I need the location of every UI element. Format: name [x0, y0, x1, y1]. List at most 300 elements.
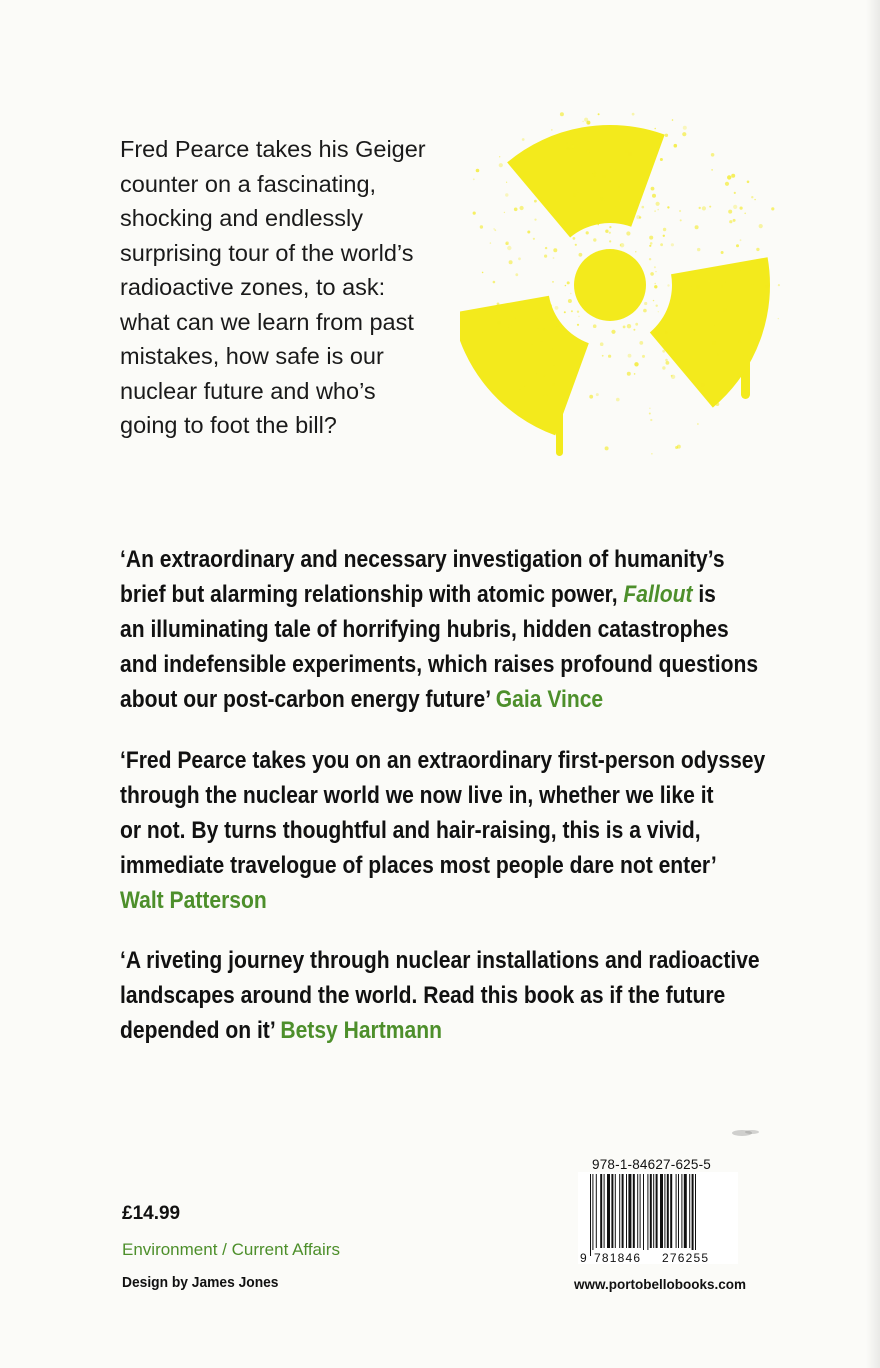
- spray-speck: [575, 244, 577, 246]
- spray-speck: [544, 255, 547, 258]
- spray-speck: [699, 207, 701, 209]
- spray-speck: [627, 372, 631, 376]
- spray-speck: [571, 144, 575, 148]
- spray-speck: [505, 241, 509, 245]
- spray-speck: [727, 175, 731, 179]
- spray-speck: [497, 303, 500, 306]
- quote-line: ‘A riveting journey through nuclear installations and radioactive: [120, 947, 760, 974]
- spray-speck: [536, 373, 537, 374]
- spray-speck: [579, 253, 583, 257]
- spray-speck: [523, 154, 524, 155]
- barcode-bar: [640, 1174, 641, 1248]
- spray-speck: [567, 281, 570, 284]
- spray-speck: [683, 126, 687, 130]
- spray-speck: [754, 199, 755, 200]
- spray-speck: [649, 258, 651, 260]
- barcode-bar: [619, 1174, 620, 1248]
- spray-speck: [731, 174, 735, 178]
- spray-speck: [725, 182, 729, 186]
- spray-speck: [566, 142, 568, 144]
- spray-speck: [690, 271, 694, 275]
- spray-speck: [497, 321, 500, 324]
- spray-speck: [602, 355, 604, 357]
- spray-speck: [751, 284, 753, 286]
- paint-drip: [741, 355, 750, 399]
- barcode-bar: [622, 1174, 624, 1248]
- isbn-number: 978-1-84627-625-5: [592, 1157, 711, 1172]
- trefoil-blade: [460, 296, 589, 436]
- spray-speck: [708, 308, 711, 311]
- spray-speck: [623, 326, 626, 329]
- spray-speck: [759, 224, 763, 228]
- spray-speck: [721, 285, 724, 288]
- spray-speck: [602, 175, 605, 178]
- spray-speck: [573, 237, 576, 240]
- spray-speck: [577, 324, 579, 326]
- spray-speck: [656, 202, 660, 206]
- spray-speck: [582, 121, 583, 122]
- spray-speck: [662, 366, 665, 369]
- spray-speck: [650, 272, 654, 276]
- spray-speck: [740, 207, 743, 210]
- spray-speck: [633, 329, 635, 331]
- spray-speck: [556, 324, 559, 327]
- spray-speck: [480, 225, 483, 228]
- spray-speck: [558, 397, 561, 400]
- spray-speck: [490, 242, 491, 243]
- spray-speck: [649, 413, 651, 415]
- spray-speck: [639, 341, 643, 345]
- spray-speck: [538, 328, 539, 329]
- barcode-bar: [689, 1174, 690, 1248]
- spray-speck: [712, 341, 716, 345]
- spray-speck: [508, 324, 512, 328]
- spray-speck: [628, 152, 632, 156]
- spray-speck: [552, 383, 555, 386]
- spray-speck: [650, 419, 652, 421]
- spray-speck: [663, 235, 665, 237]
- spray-speck: [727, 306, 730, 309]
- spray-speck: [681, 323, 683, 325]
- paint-drip: [726, 300, 731, 322]
- barcode-bar: [676, 1174, 677, 1248]
- spray-speck: [671, 375, 673, 377]
- price: £14.99: [122, 1203, 181, 1224]
- spray-speck: [609, 240, 611, 242]
- spray-speck: [665, 134, 668, 137]
- spray-speck: [739, 268, 741, 270]
- spray-speck: [532, 316, 534, 318]
- barcode-bar: [653, 1174, 654, 1248]
- spray-speck: [577, 311, 579, 313]
- spray-speck: [524, 385, 526, 387]
- spray-speck: [751, 196, 753, 198]
- spray-speck: [499, 156, 500, 157]
- spray-speck: [711, 169, 713, 171]
- spray-speck: [643, 309, 647, 313]
- spray-speck: [728, 210, 732, 214]
- spray-speck: [553, 257, 555, 259]
- spray-speck: [605, 230, 608, 233]
- spray-speck: [534, 200, 537, 203]
- spray-speck: [531, 344, 532, 345]
- quote-author: Betsy Hartmann: [280, 1017, 442, 1044]
- spray-speck: [717, 354, 719, 356]
- barcode-bar: [656, 1174, 658, 1248]
- spray-speck: [658, 331, 661, 334]
- spray-speck: [618, 186, 620, 188]
- barcode-bar: [611, 1174, 613, 1248]
- spray-speck: [660, 243, 663, 246]
- spray-speck: [695, 330, 697, 332]
- spray-speck: [677, 445, 681, 449]
- spray-speck: [578, 142, 581, 145]
- barcode-bar: [633, 1174, 635, 1248]
- category-label: Environment / Current Affairs: [122, 1240, 340, 1259]
- spray-speck: [651, 453, 653, 455]
- quote-author: Walt Patterson: [120, 887, 267, 914]
- spray-speck: [493, 281, 496, 284]
- spray-speck: [527, 151, 531, 155]
- barcode-bar: [607, 1174, 610, 1248]
- spray-speck: [509, 260, 513, 264]
- spray-speck: [605, 446, 609, 450]
- spray-speck: [627, 140, 630, 143]
- spray-speck: [771, 207, 774, 210]
- spray-speck: [494, 229, 496, 231]
- spray-speck: [616, 398, 620, 402]
- spray-speck: [615, 206, 616, 207]
- barcode-bar: [684, 1174, 687, 1248]
- spray-speck: [586, 149, 589, 152]
- quote-line: immediate travelogue of places most people dare not enter’: [120, 852, 717, 879]
- spray-speck: [544, 394, 548, 398]
- spray-speck: [734, 192, 736, 194]
- spray-speck: [660, 158, 663, 161]
- isbn-barcode: [578, 1172, 738, 1264]
- spray-speck: [533, 238, 535, 240]
- spray-speck: [519, 389, 520, 390]
- design-credit: Design by James Jones: [122, 1274, 279, 1291]
- spray-speck: [716, 402, 720, 406]
- spray-speck: [696, 285, 700, 289]
- spray-speck: [667, 284, 669, 286]
- spray-speck: [573, 193, 577, 197]
- spray-speck: [709, 206, 711, 208]
- review-quote-1: [120, 542, 758, 717]
- spray-speck: [748, 331, 751, 334]
- spray-speck: [552, 281, 554, 283]
- spray-speck: [625, 150, 628, 153]
- spray-speck: [564, 222, 565, 223]
- spray-speck: [667, 206, 669, 208]
- spray-speck: [680, 219, 682, 221]
- spray-speck: [612, 167, 615, 170]
- quote-line-text: is: [692, 581, 716, 608]
- spray-speck: [600, 342, 604, 346]
- spray-speck: [634, 373, 636, 375]
- spray-speck: [592, 173, 595, 176]
- quote-line: landscapes around the world. Read this book as if the future: [120, 982, 726, 1009]
- spray-speck: [543, 328, 545, 330]
- spray-speck: [482, 272, 484, 274]
- spray-speck: [598, 224, 600, 226]
- spray-speck: [674, 144, 678, 148]
- spray-speck: [596, 393, 599, 396]
- barcode-bar: [650, 1174, 652, 1248]
- spray-speck: [654, 285, 657, 288]
- spray-speck: [677, 276, 678, 277]
- spray-speck: [702, 206, 706, 210]
- spray-speck: [553, 248, 557, 252]
- spray-speck: [711, 153, 715, 157]
- barcode-bar: [637, 1174, 638, 1248]
- spray-speck: [679, 282, 682, 285]
- spray-speck: [535, 318, 539, 322]
- page-edge-shadow: [866, 0, 880, 1368]
- barcode-bar: [664, 1174, 665, 1248]
- spray-speck: [626, 231, 630, 235]
- spray-speck: [527, 231, 530, 234]
- quote-line: [120, 1013, 760, 1048]
- spray-speck: [634, 362, 638, 366]
- barcode-bar: [695, 1174, 696, 1256]
- spray-speck: [665, 331, 668, 334]
- spray-speck: [744, 213, 746, 215]
- spray-speck: [663, 228, 666, 231]
- spray-speck: [733, 205, 737, 209]
- spray-speck: [609, 232, 611, 234]
- spray-speck: [620, 244, 622, 246]
- spray-speck: [611, 330, 615, 334]
- trefoil-blade: [507, 125, 665, 238]
- spray-speck: [730, 319, 732, 321]
- spray-speck: [654, 128, 656, 130]
- barcode-digits-right: 276255: [662, 1251, 710, 1264]
- spray-speck: [695, 225, 699, 229]
- spray-speck: [654, 210, 656, 212]
- spray-speck: [640, 130, 641, 131]
- spray-speck: [566, 147, 569, 150]
- quote-line: ‘An extraordinary and necessary investigation of humanity’s: [120, 546, 725, 573]
- quote-line: or not. By turns thoughtful and hair-raising, this is a vivid,: [120, 817, 701, 844]
- quote-author: Gaia Vince: [495, 686, 604, 713]
- quote-line: ‘Fred Pearce takes you on an extraordinary first-person odyssey: [120, 747, 766, 774]
- barcode-digits-left: 781846: [594, 1251, 642, 1264]
- spray-speck: [549, 304, 552, 307]
- spray-speck: [697, 423, 699, 425]
- barcode-bar: [681, 1174, 682, 1248]
- spray-speck: [507, 246, 511, 250]
- spray-speck: [690, 286, 694, 290]
- quote-line-text: depended on it’: [120, 1017, 281, 1044]
- barcode-bar: [628, 1174, 631, 1248]
- spray-speck: [721, 251, 724, 254]
- spray-speck: [473, 178, 475, 180]
- spray-speck: [658, 137, 659, 138]
- spray-speck: [493, 228, 495, 230]
- spray-speck: [544, 140, 546, 142]
- spray-speck: [586, 231, 589, 234]
- spray-speck: [657, 209, 659, 211]
- spray-speck: [740, 239, 742, 241]
- review-quote-2: [120, 743, 765, 918]
- spray-speck: [653, 300, 654, 301]
- spray-speck: [570, 293, 572, 295]
- spray-speck: [578, 316, 579, 317]
- spray-speck: [682, 132, 686, 136]
- barcode-bar: [647, 1174, 648, 1256]
- quote-line: [120, 682, 758, 717]
- spray-speck: [514, 208, 518, 212]
- spray-speck: [672, 119, 674, 121]
- spray-speck: [551, 129, 553, 131]
- spray-speck: [618, 200, 620, 202]
- spray-speck: [520, 206, 524, 210]
- spray-speck: [627, 324, 631, 328]
- review-quote-3: [120, 943, 760, 1048]
- spray-speck: [547, 206, 548, 207]
- spray-speck: [738, 340, 741, 343]
- spray-speck: [555, 306, 559, 310]
- spray-speck: [546, 312, 547, 313]
- spray-speck: [515, 273, 518, 276]
- spray-speck: [560, 112, 564, 116]
- spray-speck: [565, 285, 567, 287]
- spray-speck: [654, 266, 656, 268]
- spray-speck: [650, 242, 653, 245]
- spray-speck: [534, 219, 536, 221]
- spray-speck: [635, 251, 636, 252]
- barcode-bar: [590, 1174, 591, 1256]
- publisher-url: www.portobellobooks.com: [574, 1277, 747, 1292]
- spray-speck: [642, 206, 645, 209]
- spray-speck: [594, 170, 596, 172]
- spray-speck: [685, 310, 686, 311]
- spray-speck: [723, 308, 727, 312]
- spray-speck: [725, 281, 727, 283]
- spray-speck: [632, 113, 635, 116]
- spray-speck: [504, 212, 505, 213]
- barcode-bar: [604, 1174, 605, 1248]
- spray-speck: [545, 247, 547, 249]
- spray-speck: [649, 236, 653, 240]
- spray-speck: [733, 219, 736, 222]
- spray-speck: [539, 197, 543, 201]
- spray-speck: [553, 363, 556, 366]
- spray-speck: [541, 145, 545, 149]
- spray-speck: [654, 283, 656, 285]
- spray-speck: [651, 187, 655, 191]
- barcode-bar: [678, 1174, 679, 1248]
- barcode-bar: [692, 1174, 694, 1256]
- spray-speck: [671, 243, 674, 246]
- blurb-text: Fred Pearce takes his Geiger counter on a fascinating, shocking and endlessly surprising tour of the world’s radioactive zones, to ask: what can we learn from past mistakes, how safe is our nuclear future and who’s going to foot the bill?: [120, 136, 426, 438]
- spray-speck: [506, 182, 507, 183]
- quote-line: an illuminating tale of horrifying hubris, hidden catastrophes: [120, 616, 729, 643]
- spray-speck: [701, 383, 705, 387]
- paint-drip: [556, 410, 563, 456]
- spray-speck: [689, 358, 690, 359]
- spray-speck: [589, 395, 593, 399]
- spray-speck: [697, 248, 700, 251]
- spray-speck: [679, 303, 681, 305]
- barcode-bar: [670, 1174, 672, 1248]
- spray-speck: [679, 210, 681, 212]
- spray-speck: [544, 157, 548, 161]
- spray-speck: [473, 212, 476, 215]
- spray-speck: [609, 226, 611, 228]
- spray-speck: [658, 311, 659, 312]
- spray-speck: [737, 376, 739, 378]
- spray-speck: [576, 190, 579, 193]
- spray-speck: [593, 324, 597, 328]
- spray-speck: [679, 287, 682, 290]
- spray-speck: [642, 355, 645, 358]
- spray-speck: [707, 280, 710, 283]
- spray-speck: [649, 408, 651, 410]
- spray-speck: [714, 325, 716, 327]
- spray-speck: [499, 163, 503, 167]
- spray-speck: [692, 356, 695, 359]
- spray-speck: [655, 271, 656, 272]
- spray-speck: [644, 302, 647, 305]
- spray-speck: [602, 197, 605, 200]
- book-title: Fallout: [623, 581, 693, 608]
- quote-line: through the nuclear world we now live in, whether we like it: [120, 782, 714, 809]
- spray-speck: [580, 209, 583, 212]
- spray-speck: [571, 310, 573, 312]
- spray-speck: [729, 220, 732, 223]
- spray-speck: [765, 285, 769, 289]
- spray-speck: [584, 118, 588, 122]
- spray-speck: [634, 139, 637, 142]
- quote-line-text: about our post-carbon energy future’: [120, 686, 496, 713]
- spray-speck: [517, 307, 520, 310]
- spray-speck: [518, 257, 521, 260]
- barcode-bar: [667, 1174, 669, 1248]
- spray-speck: [475, 368, 476, 369]
- spray-speck: [568, 299, 572, 303]
- radiation-trefoil-icon: [460, 110, 800, 470]
- spray-speck: [666, 361, 670, 365]
- barcode-bar: [600, 1174, 602, 1248]
- spray-speck: [662, 350, 665, 353]
- spray-speck: [656, 305, 658, 307]
- spray-speck: [598, 113, 600, 115]
- barcode-bar: [660, 1174, 663, 1248]
- spray-speck: [614, 139, 616, 141]
- spray-speck: [628, 354, 632, 358]
- spray-speck: [635, 323, 638, 326]
- spray-speck: [691, 324, 694, 327]
- spray-speck: [552, 348, 554, 350]
- spray-speck: [491, 317, 493, 319]
- spray-speck: [514, 317, 515, 318]
- quote-line-text: brief but alarming relationship with atomic power,: [120, 581, 624, 608]
- spray-speck: [555, 200, 556, 201]
- spray-speck: [636, 215, 640, 219]
- spray-speck: [593, 238, 596, 241]
- barcode-bar: [596, 1174, 597, 1248]
- spray-speck: [608, 355, 611, 358]
- spray-speck: [505, 193, 508, 196]
- barcode-bar: [626, 1174, 627, 1248]
- spray-speck: [756, 248, 759, 251]
- spray-speck: [596, 128, 598, 130]
- spray-speck: [649, 245, 651, 247]
- spray-speck: [564, 311, 566, 313]
